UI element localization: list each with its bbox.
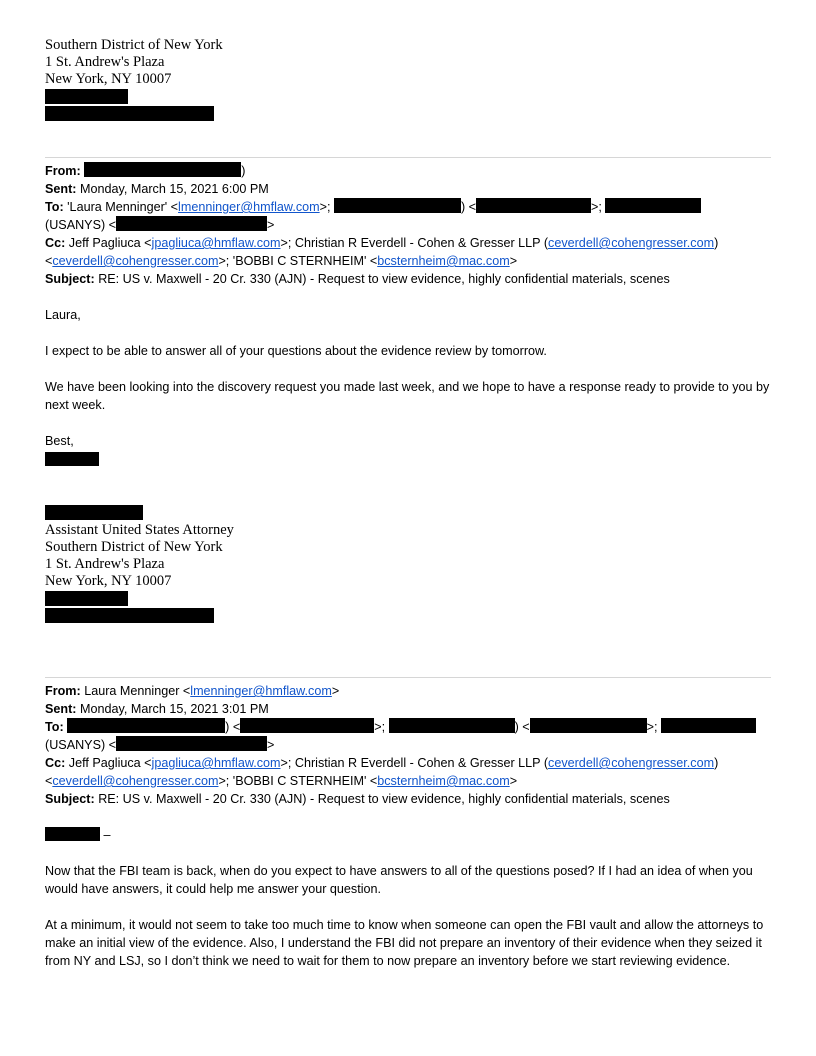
to-label: To: — [45, 720, 64, 734]
from-label: From: — [45, 164, 81, 178]
redaction-bar — [661, 718, 756, 733]
redaction-bar — [45, 452, 99, 466]
email1-greeting: Laura, — [45, 308, 81, 322]
to-separator: ) < — [225, 720, 241, 734]
cc-name: Jeff Pagliuca < — [68, 236, 152, 250]
email-link[interactable]: ceverdell@cohengresser.com — [548, 236, 715, 250]
email-link[interactable]: jpagliuca@hmflaw.com — [151, 756, 281, 770]
email2-to-line — [45, 718, 775, 736]
from-close: > — [331, 684, 340, 698]
redaction-bar — [45, 591, 128, 606]
email-separator — [45, 157, 771, 158]
email2-to-line2 — [45, 736, 775, 754]
cc-label: Cc: — [45, 756, 66, 770]
email1-cc-line — [45, 234, 775, 252]
email-link[interactable]: lmenninger@hmflaw.com — [178, 200, 320, 214]
email-link[interactable]: ceverdell@cohengresser.com — [52, 774, 219, 788]
redaction-bar — [116, 736, 267, 751]
sig-top-city: New York, NY 10007 — [45, 71, 172, 87]
redaction-bar — [605, 198, 701, 213]
cc-text: ) — [714, 236, 719, 250]
to-line2-prefix: (USANYS) < — [45, 218, 117, 232]
email-link[interactable]: bcsternheim@mac.com — [377, 774, 510, 788]
to-line2-suffix: > — [267, 218, 275, 232]
email2-cc-line2 — [45, 772, 775, 790]
sent-value: Monday, March 15, 2021 6:00 PM — [79, 182, 269, 196]
redaction-bar — [476, 198, 591, 213]
redaction-bar — [45, 505, 143, 520]
email2-subject-line — [45, 790, 775, 808]
signature-block — [45, 505, 775, 623]
to-separator: >; — [591, 200, 602, 214]
from-label: From: — [45, 684, 81, 698]
redaction-bar — [45, 608, 214, 623]
to-separator: >; — [374, 720, 386, 734]
email1-body — [45, 306, 775, 466]
redaction-bar — [45, 106, 214, 121]
email1-to-line2 — [45, 216, 775, 234]
sig-title: Assistant United States Attorney — [45, 522, 234, 538]
subject-label: Subject: — [45, 272, 95, 286]
subject-value: RE: US v. Maxwell - 20 Cr. 330 (AJN) - Request to view evidence, highly confidential materials, scenes — [98, 792, 670, 806]
sig-top-office: Southern District of New York — [45, 37, 223, 53]
cc-text: < — [45, 254, 53, 268]
cc-text: < — [45, 774, 53, 788]
redaction-bar — [84, 162, 241, 177]
cc-text: >; Christian R Everdell - Cohen & Gresser LLP ( — [280, 756, 549, 770]
cc-name: Jeff Pagliuca < — [68, 756, 152, 770]
email-link[interactable]: bcsternheim@mac.com — [377, 254, 510, 268]
email-link[interactable]: ceverdell@cohengresser.com — [548, 756, 715, 770]
subject-value: RE: US v. Maxwell - 20 Cr. 330 (AJN) - Request to view evidence, highly confidential materials, scenes — [98, 272, 670, 286]
email1-from-line — [45, 162, 775, 180]
redaction-bar — [240, 718, 374, 733]
redaction-bar — [334, 198, 461, 213]
email-link[interactable]: ceverdell@cohengresser.com — [52, 254, 219, 268]
redaction-bar — [67, 718, 225, 733]
sig-address: 1 St. Andrew's Plaza — [45, 556, 165, 572]
sig-top-address: 1 St. Andrew's Plaza — [45, 54, 165, 70]
to-separator: >; — [646, 720, 658, 734]
from-suffix: ) — [241, 164, 246, 178]
email1-paragraph: We have been looking into the discovery request you made last week, and we hope to have a response ready to provide to you by next week. — [45, 380, 770, 412]
email2-body — [45, 826, 775, 970]
redaction-bar — [116, 216, 267, 231]
email2-cc-line — [45, 754, 775, 772]
redaction-bar — [530, 718, 647, 733]
email-separator — [45, 677, 771, 678]
to-label: To: — [45, 200, 64, 214]
cc-text: >; 'BOBBI C STERNHEIM' < — [218, 254, 378, 268]
cc-text: >; Christian R Everdell - Cohen & Gresser LLP ( — [280, 236, 549, 250]
from-name: Laura Menninger < — [84, 684, 191, 698]
cc-text: ) — [714, 756, 719, 770]
email2-paragraph: Now that the FBI team is back, when do you expect to have answers to all of the questions posed? If I had an idea of when you would have answers, it could help me answer your question. — [45, 864, 753, 896]
email2-sent-line — [45, 700, 775, 718]
sig-office: Southern District of New York — [45, 539, 223, 555]
to-line2-suffix: > — [267, 738, 275, 752]
email-link[interactable]: lmenninger@hmflaw.com — [190, 684, 332, 698]
redaction-bar — [45, 827, 100, 841]
cc-label: Cc: — [45, 236, 66, 250]
email2-paragraph: At a minimum, it would not seem to take too much time to know when someone can open the FBI vault and allow the attorneys to make an initial view of the evidence. Also, I understand the FBI did not prepare an inventory of their evidence when they seized it from NY and LSJ, so I don’t think we need to wait for them to now prepare an inventory before we start reviewing evidence. — [45, 918, 764, 968]
to-line2-prefix: (USANYS) < — [45, 738, 117, 752]
email1-closing: Best, — [45, 434, 74, 448]
sig-city: New York, NY 10007 — [45, 573, 172, 589]
cc-text: > — [509, 774, 518, 788]
greeting-dash: – — [103, 828, 111, 842]
sent-label: Sent: — [45, 182, 77, 196]
email-link[interactable]: jpagliuca@hmflaw.com — [151, 236, 281, 250]
subject-label: Subject: — [45, 792, 95, 806]
redaction-bar — [389, 718, 515, 733]
email1-header — [45, 162, 775, 288]
email1-cc-line2 — [45, 252, 775, 270]
email1-subject-line — [45, 270, 775, 288]
sent-label: Sent: — [45, 702, 77, 716]
email1-to-line — [45, 198, 775, 216]
email2-greeting — [45, 826, 775, 844]
email2-header — [45, 682, 775, 808]
to-separator: >; — [319, 200, 331, 214]
sent-value: Monday, March 15, 2021 3:01 PM — [79, 702, 269, 716]
signature-block-top — [45, 37, 775, 121]
email1-sent-line — [45, 180, 775, 198]
to-name: 'Laura Menninger' < — [67, 200, 179, 214]
to-separator: ) < — [514, 720, 530, 734]
to-separator: ) < — [460, 200, 477, 214]
redaction-bar — [45, 89, 128, 104]
email1-paragraph: I expect to be able to answer all of your questions about the evidence review by tomorrow. — [45, 344, 547, 358]
cc-text: > — [509, 254, 518, 268]
cc-text: >; 'BOBBI C STERNHEIM' < — [218, 774, 378, 788]
email2-from-line — [45, 682, 775, 700]
